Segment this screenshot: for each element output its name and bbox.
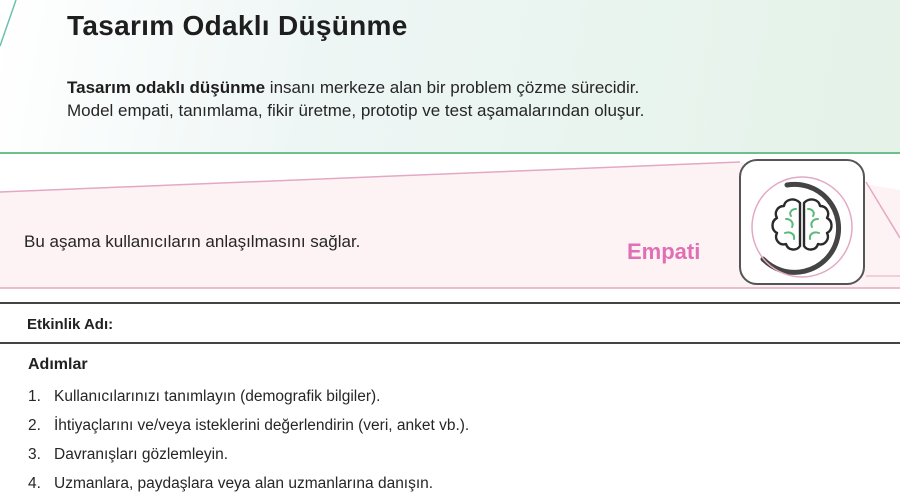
step-number: 1. bbox=[28, 388, 41, 405]
page-title: Tasarım Odaklı Düşünme bbox=[67, 10, 408, 41]
intro-bold: Tasarım odaklı düşünme bbox=[67, 78, 266, 97]
step-text: İhtiyaçlarını ve/veya isteklerini değerlendirin (veri, anket vb.). bbox=[54, 417, 470, 434]
stage-icon-box bbox=[739, 159, 865, 285]
step-number: 2. bbox=[28, 417, 41, 434]
step-text: Davranışları gözlemleyin. bbox=[54, 446, 229, 463]
intro-text bbox=[67, 76, 867, 122]
stage-label: Empati bbox=[627, 239, 701, 264]
step-text: Uzmanlara, paydaşlara veya alan uzmanlarına danışın. bbox=[54, 475, 434, 492]
intro-line-2: Model empati, tanımlama, fikir üretme, prototip ve test aşamalarından oluşur. bbox=[67, 101, 645, 120]
header-corner-line bbox=[0, 0, 40, 60]
divider-bottom bbox=[0, 342, 900, 344]
steps-heading: Adımlar bbox=[28, 356, 88, 373]
list-item bbox=[28, 444, 469, 473]
list-item bbox=[28, 386, 469, 415]
intro-rest: insanı merkeze alan bir problem çözme sürecidir. bbox=[265, 78, 640, 97]
brain-icon bbox=[741, 161, 863, 283]
step-text: Kullanıcılarınızı tanımlayın (demografik bilgiler). bbox=[54, 388, 381, 405]
stage-description: Bu aşama kullanıcıların anlaşılmasını sağlar. bbox=[24, 232, 361, 251]
divider-top bbox=[0, 302, 900, 304]
step-number: 4. bbox=[28, 475, 41, 492]
header-band bbox=[0, 0, 900, 154]
intro-line-1 bbox=[67, 76, 867, 99]
step-number: 3. bbox=[28, 446, 41, 463]
activity-name-label: Etkinlik Adı: bbox=[27, 316, 114, 333]
list-item bbox=[28, 415, 469, 444]
steps-list bbox=[28, 386, 469, 502]
